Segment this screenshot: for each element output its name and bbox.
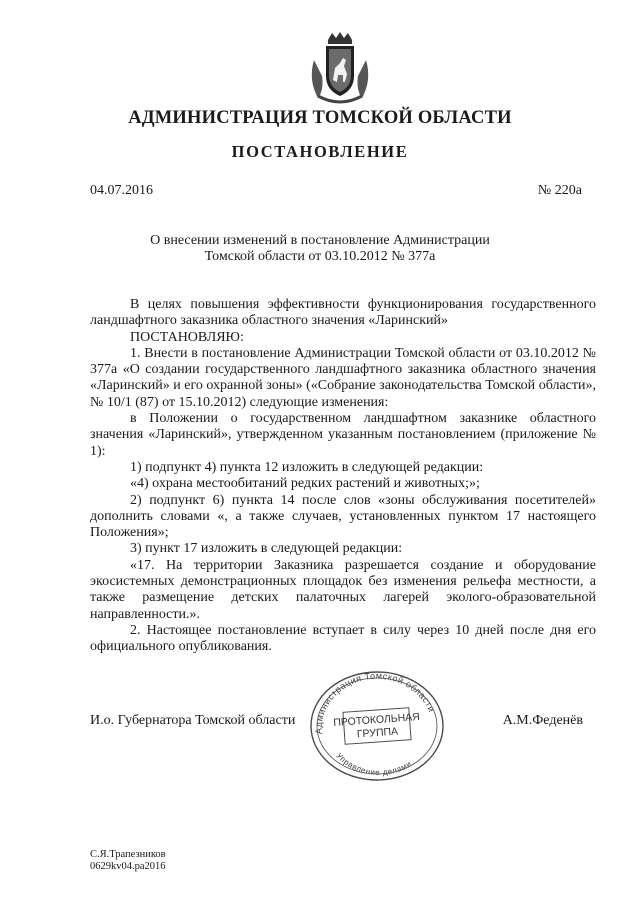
document-number: № 220а xyxy=(537,183,582,198)
subject-line: Томской области от 03.10.2012 № 377а xyxy=(204,249,436,264)
coat-of-arms-icon xyxy=(300,30,380,110)
stamp-arc-top: Администрация Томской области xyxy=(313,670,437,735)
subject-line: О внесении изменений в постановление Администрации xyxy=(150,233,490,248)
body-paragraph: в Положении о государственном ландшафтном заказнике областного значения «Ларинский», утвержденном указанным постановлением (приложение № 1): xyxy=(90,411,596,459)
stamp-center-line2: ГРУППА xyxy=(356,725,399,741)
footer-author: С.Я.Трапезников xyxy=(90,849,166,860)
body-paragraph: «4) охрана местообитаний редких растений и животных;»; xyxy=(130,476,480,492)
stamp-arc-bottom: Управление делами xyxy=(334,751,414,778)
official-stamp xyxy=(306,668,448,783)
body-paragraph: 1) подпункт 4) пункта 12 изложить в следующей редакции: xyxy=(130,459,484,475)
body-paragraph: ПОСТАНОВЛЯЮ: xyxy=(130,329,244,345)
footer xyxy=(90,849,166,873)
document-subject xyxy=(0,233,640,265)
signatory-position: И.о. Губернатора Томской области xyxy=(90,713,296,728)
body-paragraph: 2. Настоящее постановление вступает в силу через 10 дней после дня его официального опубликования. xyxy=(90,622,596,655)
body-paragraph: «17. На территории Заказника разрешается создание и оборудование экосистемных демонстрационных площадок без изменения рельефа местности, а также размещение детских палаточных лагерей эколого-образовательной направленности.». xyxy=(90,557,596,622)
document-date: 04.07.2016 xyxy=(90,183,153,198)
organization-title: АДМИНИСТРАЦИЯ ТОМСКОЙ ОБЛАСТИ xyxy=(128,108,512,128)
body-paragraph: 1. Внести в постановление Администрации Томской области от 03.10.2012 № 377а «О создании государственного ландшафтного заказника областного значения «Ларинский» и его охранной зоны» («Собрание законодательства Томской области», № 10/1 (87) от 15.10.2012) следующие изменения: xyxy=(90,345,596,410)
body-paragraph: 2) подпункт 6) пункта 14 после слов «зоны обслуживания посетителей» дополнить словами «, а также случаев, установленных пунктом 17 настоящего Положения»; xyxy=(90,492,596,541)
document-type: ПОСТАНОВЛЕНИЕ xyxy=(231,142,409,161)
stamp-center-line1: ПРОТОКОЛЬНАЯ xyxy=(332,711,421,730)
body-paragraph: В целях повышения эффективности функционирования государственного ландшафтного заказника областного значения «Ларинский» xyxy=(90,297,596,329)
signatory-name: А.М.Феденёв xyxy=(502,713,583,728)
document-body xyxy=(90,297,596,656)
footer-file-code: 0629kv04.ра2016 xyxy=(90,861,166,872)
body-paragraph: 3) пункт 17 изложить в следующей редакции: xyxy=(130,541,403,557)
